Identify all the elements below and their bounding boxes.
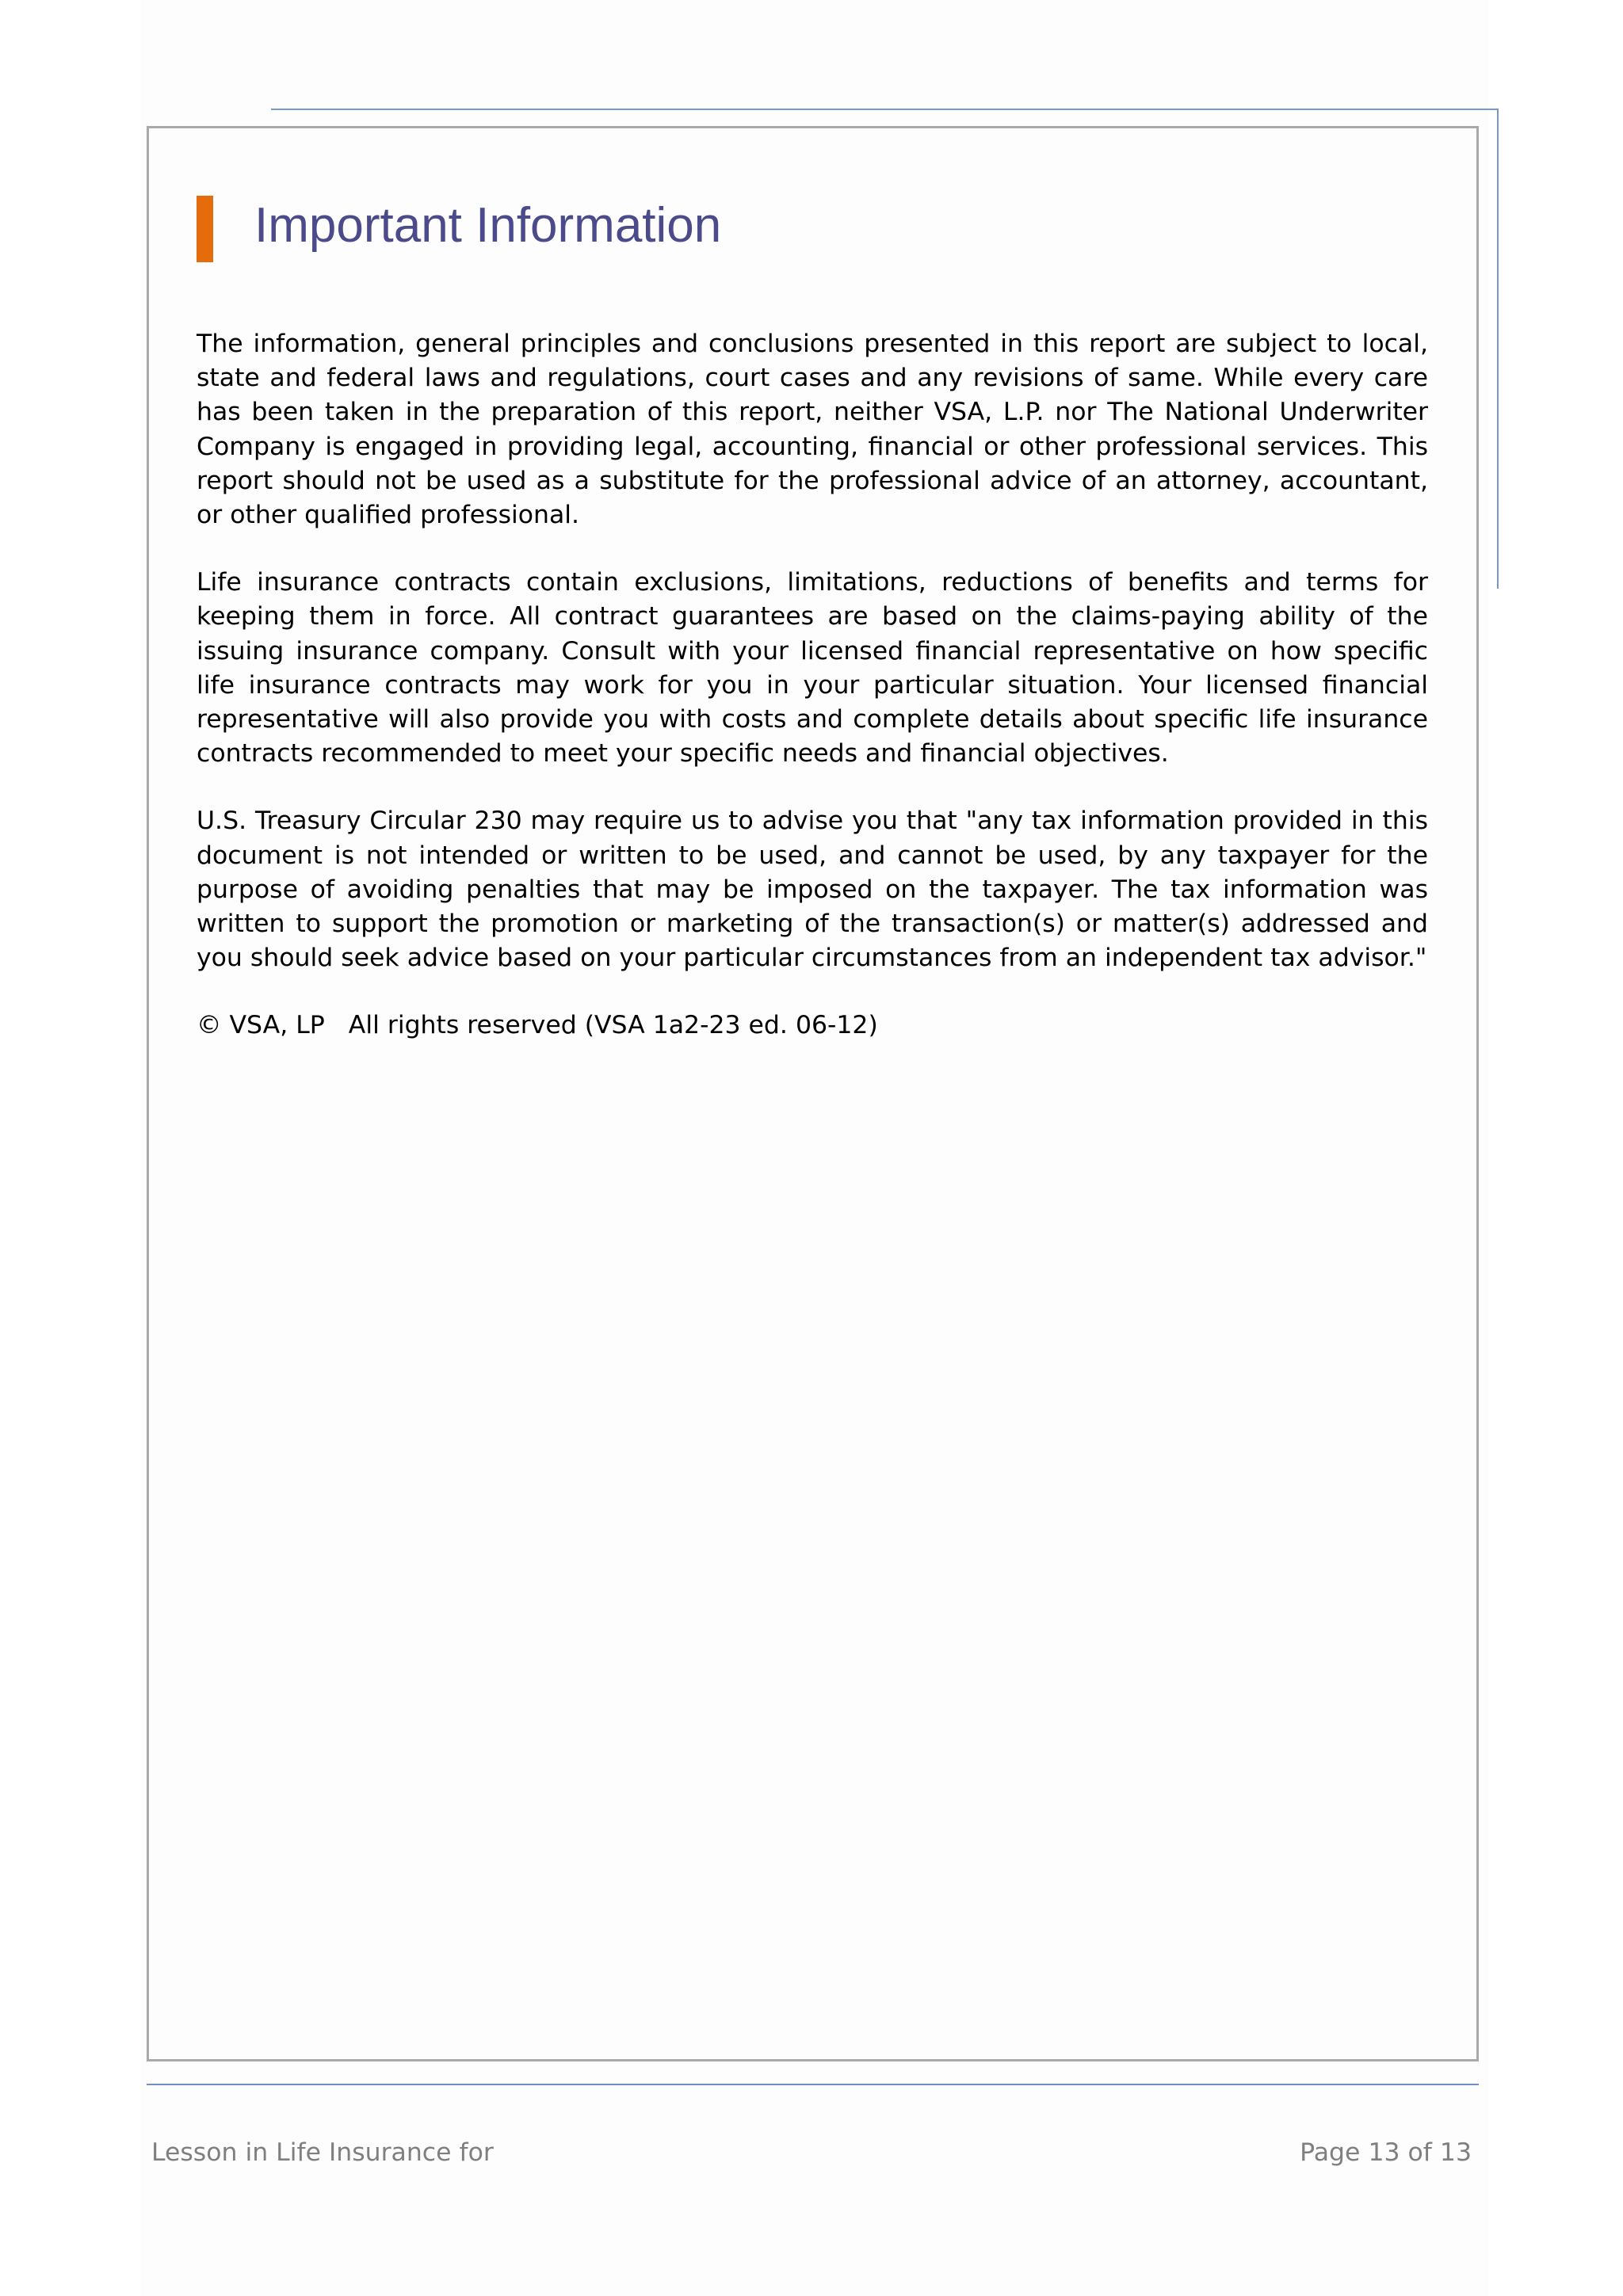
body-text <box>197 327 1428 1077</box>
footer-document-title: Lesson in Life Insurance for <box>151 2138 494 2167</box>
frame-accent-right-line <box>1497 109 1499 589</box>
page-number: Page 13 of 13 <box>1300 2138 1472 2167</box>
page-title: Important Information <box>254 198 722 253</box>
paragraph-circular-230: U.S. Treasury Circular 230 may require us to advise you that "any tax information provided in this document is not intended or written to be used, and cannot be used, by any taxpayer for the purpose of avoiding penalties that may be imposed on the taxpayer. The tax information was written to support the promotion or marketing of the transaction(s) or matter(s) addressed and you should seek advice based on your particular circumstances from an independent tax advisor." <box>197 807 1428 973</box>
paragraph-contract-terms: Life insurance contracts contain exclusions, limitations, reductions of benefits and terms for keeping them in force. All contract guarantees are based on the claims-paying ability of the issuing insurance company. Consult with your licensed financial representative on how specific life insurance contracts may work for you in your particular situation. Your licensed financial representative will also provide you with costs and complete details about specific life insurance contracts recommended to meet your specific needs and financial objectives. <box>197 568 1428 769</box>
footer-divider <box>147 2084 1479 2085</box>
paragraph-legal-disclaimer: The information, general principles and conclusions presented in this report are subject to local, state and federal laws and regulations, court cases and any revisions of same. While every care has been taken in the preparation of this report, neither VSA, L.P. nor The National Underwriter Company is engaged in providing legal, accounting, financial or other professional services. This report should not be used as a substitute for the professional advice of an attorney, accountant, or other qualified professional. <box>197 330 1428 530</box>
copyright-notice: © VSA, LP All rights reserved (VSA 1a2-23 ed. 06-12) <box>197 1011 878 1040</box>
heading-accent-bar <box>197 196 213 262</box>
frame-accent-top-line <box>271 109 1498 110</box>
